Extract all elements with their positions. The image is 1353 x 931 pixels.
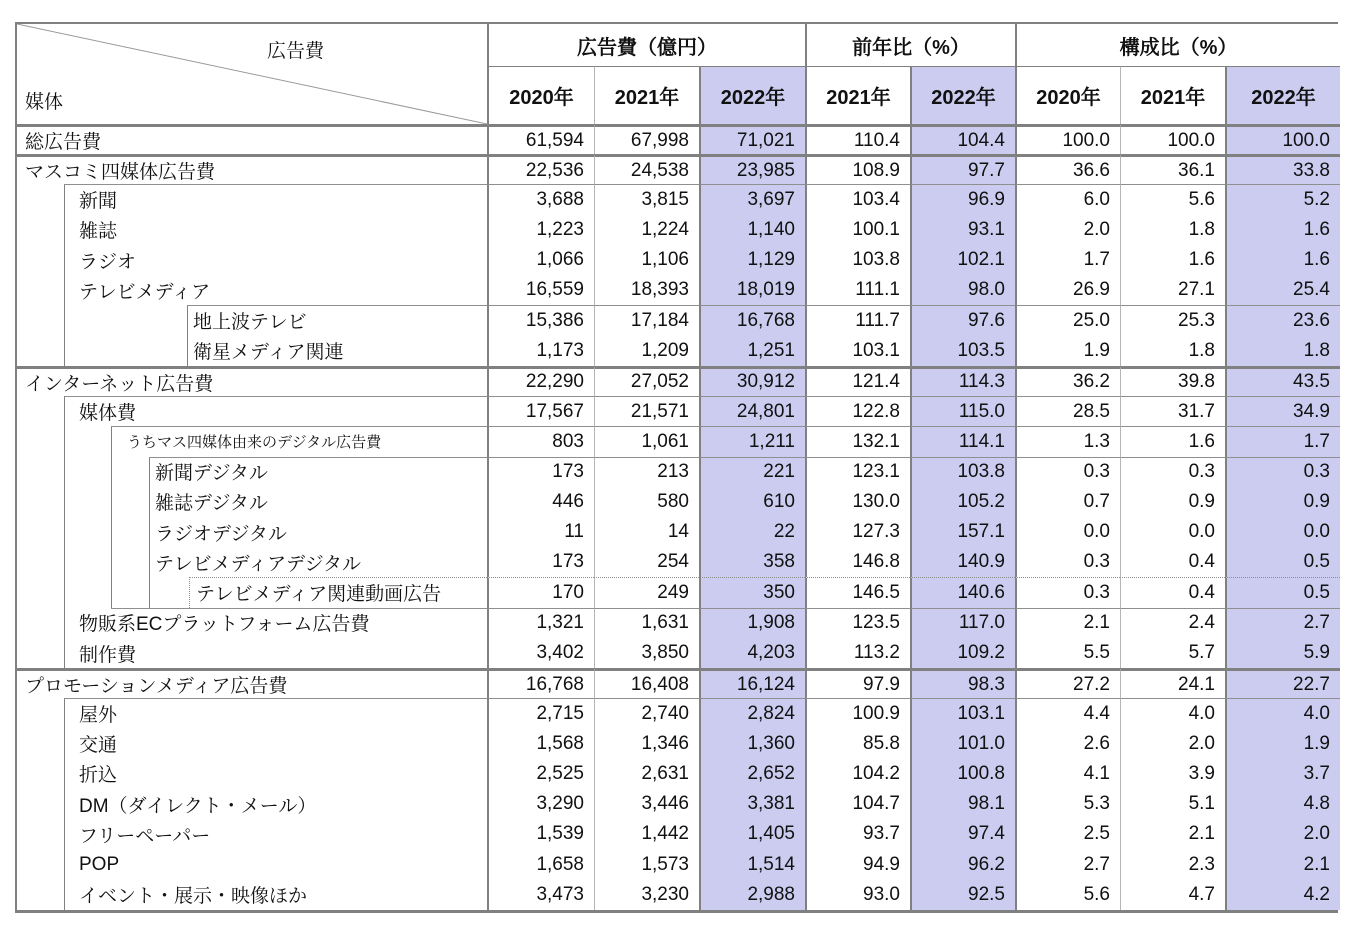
value-cell: 97.7 [910,154,1015,184]
value-cell: 100.8 [910,759,1015,789]
row-label: 衛星メディア関連 [193,342,344,364]
value-cell: 103.5 [910,336,1015,366]
value-cell: 1.7 [1015,245,1120,275]
value-cell: 67,998 [594,124,699,154]
value-cell: 803 [487,426,594,456]
value-cell: 109.2 [910,638,1015,668]
value-cell: 11 [487,517,594,547]
value-cell: 0.3 [1015,457,1120,487]
year-header: 2022年 [910,66,1015,124]
row-label-cell [17,638,487,668]
row-label: イベント・展示・映像ほか [79,886,308,908]
row-label-cell [17,426,487,456]
value-cell: 21,571 [594,396,699,426]
row-label: プロモーションメディア広告費 [25,676,288,698]
media-ad-spend-table [15,22,1338,913]
value-cell: 103.1 [805,336,910,366]
row-label-cell [17,487,487,517]
value-cell: 1.6 [1225,215,1340,245]
value-cell: 1,066 [487,245,594,275]
value-cell: 23.6 [1225,305,1340,335]
row-label-cell [17,880,487,910]
value-cell: 103.1 [910,698,1015,728]
value-cell: 105.2 [910,487,1015,517]
value-cell: 0.4 [1120,547,1225,577]
value-cell: 2.0 [1015,215,1120,245]
value-cell: 23,985 [699,154,805,184]
value-cell: 93.0 [805,880,910,910]
row-label: テレビメディア関連動画広告 [196,584,442,606]
value-cell: 1.6 [1225,245,1340,275]
value-cell: 6.0 [1015,184,1120,214]
value-cell: 92.5 [910,880,1015,910]
value-cell: 2.3 [1120,850,1225,880]
value-cell: 0.0 [1120,517,1225,547]
value-cell: 114.1 [910,426,1015,456]
row-label-cell [17,608,487,638]
value-cell: 104.4 [910,124,1015,154]
row-label-cell [17,305,487,335]
value-cell: 1.3 [1015,426,1120,456]
value-cell: 27.1 [1120,275,1225,305]
value-cell: 100.1 [805,215,910,245]
value-cell: 5.3 [1015,789,1120,819]
partial-top-border [64,184,487,185]
value-cell: 0.3 [1225,457,1340,487]
value-cell: 101.0 [910,729,1015,759]
value-cell: 1,405 [699,819,805,849]
row-label: 物販系ECプラットフォーム広告費 [79,614,370,636]
value-cell: 61,594 [487,124,594,154]
value-cell: 4.7 [1120,880,1225,910]
value-cell: 111.7 [805,305,910,335]
value-cell: 113.2 [805,638,910,668]
value-cell: 27,052 [594,366,699,396]
value-cell: 4.4 [1015,698,1120,728]
value-cell: 1,321 [487,608,594,638]
value-cell: 5.9 [1225,638,1340,668]
value-cell: 16,408 [594,668,699,698]
value-cell: 5.6 [1120,184,1225,214]
value-cell: 2.5 [1015,819,1120,849]
value-cell: 24,801 [699,396,805,426]
value-cell: 1.9 [1015,336,1120,366]
value-cell: 22,290 [487,366,594,396]
value-cell: 4.2 [1225,880,1340,910]
value-cell: 98.0 [910,275,1015,305]
value-cell: 17,567 [487,396,594,426]
year-header: 2022年 [1225,66,1340,124]
value-cell: 115.0 [910,396,1015,426]
value-cell: 96.9 [910,184,1015,214]
value-cell: 104.7 [805,789,910,819]
value-cell: 2,988 [699,880,805,910]
row-label-cell [17,336,487,366]
value-cell: 146.8 [805,547,910,577]
row-label: 地上波テレビ [193,311,307,333]
partial-top-border [64,698,487,699]
value-cell: 4.1 [1015,759,1120,789]
value-cell: 16,124 [699,668,805,698]
value-cell: 1,224 [594,215,699,245]
value-cell: 3,230 [594,880,699,910]
value-cell: 123.5 [805,608,910,638]
value-cell: 43.5 [1225,366,1340,396]
column-group-header: 構成比（%） [1015,24,1340,66]
value-cell: 1,908 [699,608,805,638]
value-cell: 1,173 [487,336,594,366]
value-cell: 15,386 [487,305,594,335]
value-cell: 3.7 [1225,759,1340,789]
row-label: 交通 [79,735,118,757]
value-cell: 173 [487,457,594,487]
row-label: インターネット広告費 [25,373,214,395]
value-cell: 100.9 [805,698,910,728]
value-cell: 2,525 [487,759,594,789]
row-label: 屋外 [79,704,118,726]
value-cell: 98.1 [910,789,1015,819]
value-cell: 0.4 [1120,577,1225,607]
column-group-header: 前年比（%） [805,24,1015,66]
value-cell: 94.9 [805,850,910,880]
column-group-header: 広告費（億円） [487,24,805,66]
year-header: 2021年 [1120,66,1225,124]
row-label: 雑誌 [79,221,118,243]
value-cell: 130.0 [805,487,910,517]
value-cell: 1,658 [487,850,594,880]
row-label-cell [17,154,487,184]
value-cell: 2.0 [1120,729,1225,759]
value-cell: 93.1 [910,215,1015,245]
value-cell: 127.3 [805,517,910,547]
value-cell: 97.4 [910,819,1015,849]
value-cell: 93.7 [805,819,910,849]
row-label-cell [17,850,487,880]
value-cell: 0.5 [1225,547,1340,577]
row-label-cell [17,245,487,275]
row-label: テレビメディア [79,281,211,303]
value-cell: 2.4 [1120,608,1225,638]
value-cell: 1,140 [699,215,805,245]
value-cell: 1,106 [594,245,699,275]
value-cell: 1,442 [594,819,699,849]
value-cell: 1,346 [594,729,699,759]
value-cell: 3,850 [594,638,699,668]
row-label: 総広告費 [25,132,102,154]
value-cell: 1,251 [699,336,805,366]
value-cell: 1,223 [487,215,594,245]
year-header: 2020年 [1015,66,1120,124]
row-label: マスコミ四媒体広告費 [25,162,216,184]
value-cell: 16,559 [487,275,594,305]
value-cell: 1.6 [1120,245,1225,275]
row-label: POP [79,853,120,875]
value-cell: 2.0 [1225,819,1340,849]
value-cell: 1,631 [594,608,699,638]
value-cell: 122.8 [805,396,910,426]
value-cell: 3,290 [487,789,594,819]
value-cell: 25.0 [1015,305,1120,335]
year-header: 2021年 [594,66,699,124]
value-cell: 117.0 [910,608,1015,638]
row-label: テレビメディアデジタル [155,553,361,575]
value-cell: 16,768 [699,305,805,335]
value-cell: 34.9 [1225,396,1340,426]
row-label-cell [17,517,487,547]
value-cell: 33.8 [1225,154,1340,184]
value-cell: 36.1 [1120,154,1225,184]
value-cell: 1.9 [1225,729,1340,759]
value-cell: 4,203 [699,638,805,668]
value-cell: 18,393 [594,275,699,305]
value-cell: 1,514 [699,850,805,880]
value-cell: 2.6 [1015,729,1120,759]
row-label: 新聞デジタル [155,463,268,485]
value-cell: 108.9 [805,154,910,184]
row-label-cell [17,396,487,426]
value-cell: 5.6 [1015,880,1120,910]
value-cell: 1.8 [1120,336,1225,366]
value-cell: 1.7 [1225,426,1340,456]
value-cell: 221 [699,457,805,487]
value-cell: 27.2 [1015,668,1120,698]
value-cell: 3,473 [487,880,594,910]
value-cell: 0.9 [1120,487,1225,517]
value-cell: 0.3 [1015,577,1120,607]
value-cell: 2.7 [1225,608,1340,638]
value-cell: 173 [487,547,594,577]
row-label: うちマス四媒体由来のデジタル広告費 [127,433,382,451]
value-cell: 17,184 [594,305,699,335]
value-cell: 254 [594,547,699,577]
value-cell: 1,360 [699,729,805,759]
value-cell: 97.9 [805,668,910,698]
value-cell: 358 [699,547,805,577]
value-cell: 103.4 [805,184,910,214]
value-cell: 3,381 [699,789,805,819]
value-cell: 0.0 [1015,517,1120,547]
row-label: 新聞 [79,191,118,213]
corner-cell [17,24,487,124]
value-cell: 5.1 [1120,789,1225,819]
value-cell: 146.5 [805,577,910,607]
value-cell: 1.8 [1225,336,1340,366]
value-cell: 170 [487,577,594,607]
year-header: 2021年 [805,66,910,124]
value-cell: 2.1 [1015,608,1120,638]
value-cell: 0.3 [1015,547,1120,577]
value-cell: 350 [699,577,805,607]
value-cell: 0.9 [1225,487,1340,517]
row-label-cell [17,215,487,245]
row-label-cell [17,668,487,698]
year-header: 2020年 [487,66,594,124]
row-label-cell [17,819,487,849]
value-cell: 446 [487,487,594,517]
value-cell: 1,539 [487,819,594,849]
value-cell: 1,061 [594,426,699,456]
value-cell: 71,021 [699,124,805,154]
value-cell: 2,652 [699,759,805,789]
row-label: ラジオデジタル [155,523,287,545]
value-cell: 97.6 [910,305,1015,335]
value-cell: 85.8 [805,729,910,759]
value-cell: 2,824 [699,698,805,728]
row-label-cell [17,184,487,214]
row-label-cell [17,759,487,789]
diagonal-line [17,24,487,124]
value-cell: 31.7 [1120,396,1225,426]
value-cell: 140.6 [910,577,1015,607]
value-cell: 2,740 [594,698,699,728]
row-label-cell [17,366,487,396]
value-cell: 3,697 [699,184,805,214]
value-cell: 39.8 [1120,366,1225,396]
value-cell: 30,912 [699,366,805,396]
value-cell: 25.3 [1120,305,1225,335]
value-cell: 1.6 [1120,426,1225,456]
row-label-cell [17,729,487,759]
value-cell: 3,688 [487,184,594,214]
row-label-cell [17,547,487,577]
value-cell: 98.3 [910,668,1015,698]
value-cell: 4.8 [1225,789,1340,819]
value-cell: 580 [594,487,699,517]
value-cell: 2.1 [1120,819,1225,849]
value-cell: 2.1 [1225,850,1340,880]
value-cell: 25.4 [1225,275,1340,305]
value-cell: 3,446 [594,789,699,819]
value-cell: 24.1 [1120,668,1225,698]
row-label-cell [17,789,487,819]
row-label: フリーペーパー [79,825,211,847]
value-cell: 14 [594,517,699,547]
value-cell: 22.7 [1225,668,1340,698]
row-label-cell [17,698,487,728]
value-cell: 36.6 [1015,154,1120,184]
value-cell: 3,815 [594,184,699,214]
value-cell: 100.0 [1120,124,1225,154]
value-cell: 22 [699,517,805,547]
value-cell: 96.2 [910,850,1015,880]
row-label: DM（ダイレクト・メール） [79,795,317,817]
partial-top-border [111,426,487,427]
value-cell: 103.8 [805,245,910,275]
value-cell: 140.9 [910,547,1015,577]
value-cell: 5.2 [1225,184,1340,214]
value-cell: 213 [594,457,699,487]
value-cell: 0.7 [1015,487,1120,517]
value-cell: 5.7 [1120,638,1225,668]
row-label-cell [17,577,487,607]
value-cell: 36.2 [1015,366,1120,396]
value-cell: 121.4 [805,366,910,396]
corner-label-advertising-cost: 広告費 [267,41,325,62]
row-label: 媒体費 [79,402,137,424]
value-cell: 26.9 [1015,275,1120,305]
year-header: 2022年 [699,66,805,124]
value-cell: 1,209 [594,336,699,366]
value-cell: 1,211 [699,426,805,456]
corner-label-media: 媒体 [25,92,64,113]
row-label: 制作費 [79,644,137,666]
value-cell: 110.4 [805,124,910,154]
value-cell: 0.3 [1120,457,1225,487]
row-label: 雑誌デジタル [155,493,268,515]
value-cell: 103.8 [910,457,1015,487]
value-cell: 1,573 [594,850,699,880]
value-cell: 1,568 [487,729,594,759]
value-cell: 0.0 [1225,517,1340,547]
value-cell: 114.3 [910,366,1015,396]
value-cell: 2.7 [1015,850,1120,880]
value-cell: 28.5 [1015,396,1120,426]
value-cell: 100.0 [1225,124,1340,154]
value-cell: 22,536 [487,154,594,184]
value-cell: 2,631 [594,759,699,789]
value-cell: 157.1 [910,517,1015,547]
value-cell: 18,019 [699,275,805,305]
value-cell: 16,768 [487,668,594,698]
row-label-cell [17,124,487,154]
row-label: ラジオ [79,251,137,273]
row-label-cell [17,275,487,305]
value-cell: 249 [594,577,699,607]
value-cell: 24,538 [594,154,699,184]
value-cell: 1.8 [1120,215,1225,245]
value-cell: 4.0 [1120,698,1225,728]
row-label: 折込 [79,765,118,787]
value-cell: 3,402 [487,638,594,668]
value-cell: 4.0 [1225,698,1340,728]
value-cell: 111.1 [805,275,910,305]
value-cell: 5.5 [1015,638,1120,668]
row-label-cell [17,457,487,487]
value-cell: 102.1 [910,245,1015,275]
value-cell: 0.5 [1225,577,1340,607]
value-cell: 1,129 [699,245,805,275]
value-cell: 2,715 [487,698,594,728]
value-cell: 104.2 [805,759,910,789]
value-cell: 123.1 [805,457,910,487]
value-cell: 610 [699,487,805,517]
value-cell: 3.9 [1120,759,1225,789]
value-cell: 100.0 [1015,124,1120,154]
value-cell: 132.1 [805,426,910,456]
